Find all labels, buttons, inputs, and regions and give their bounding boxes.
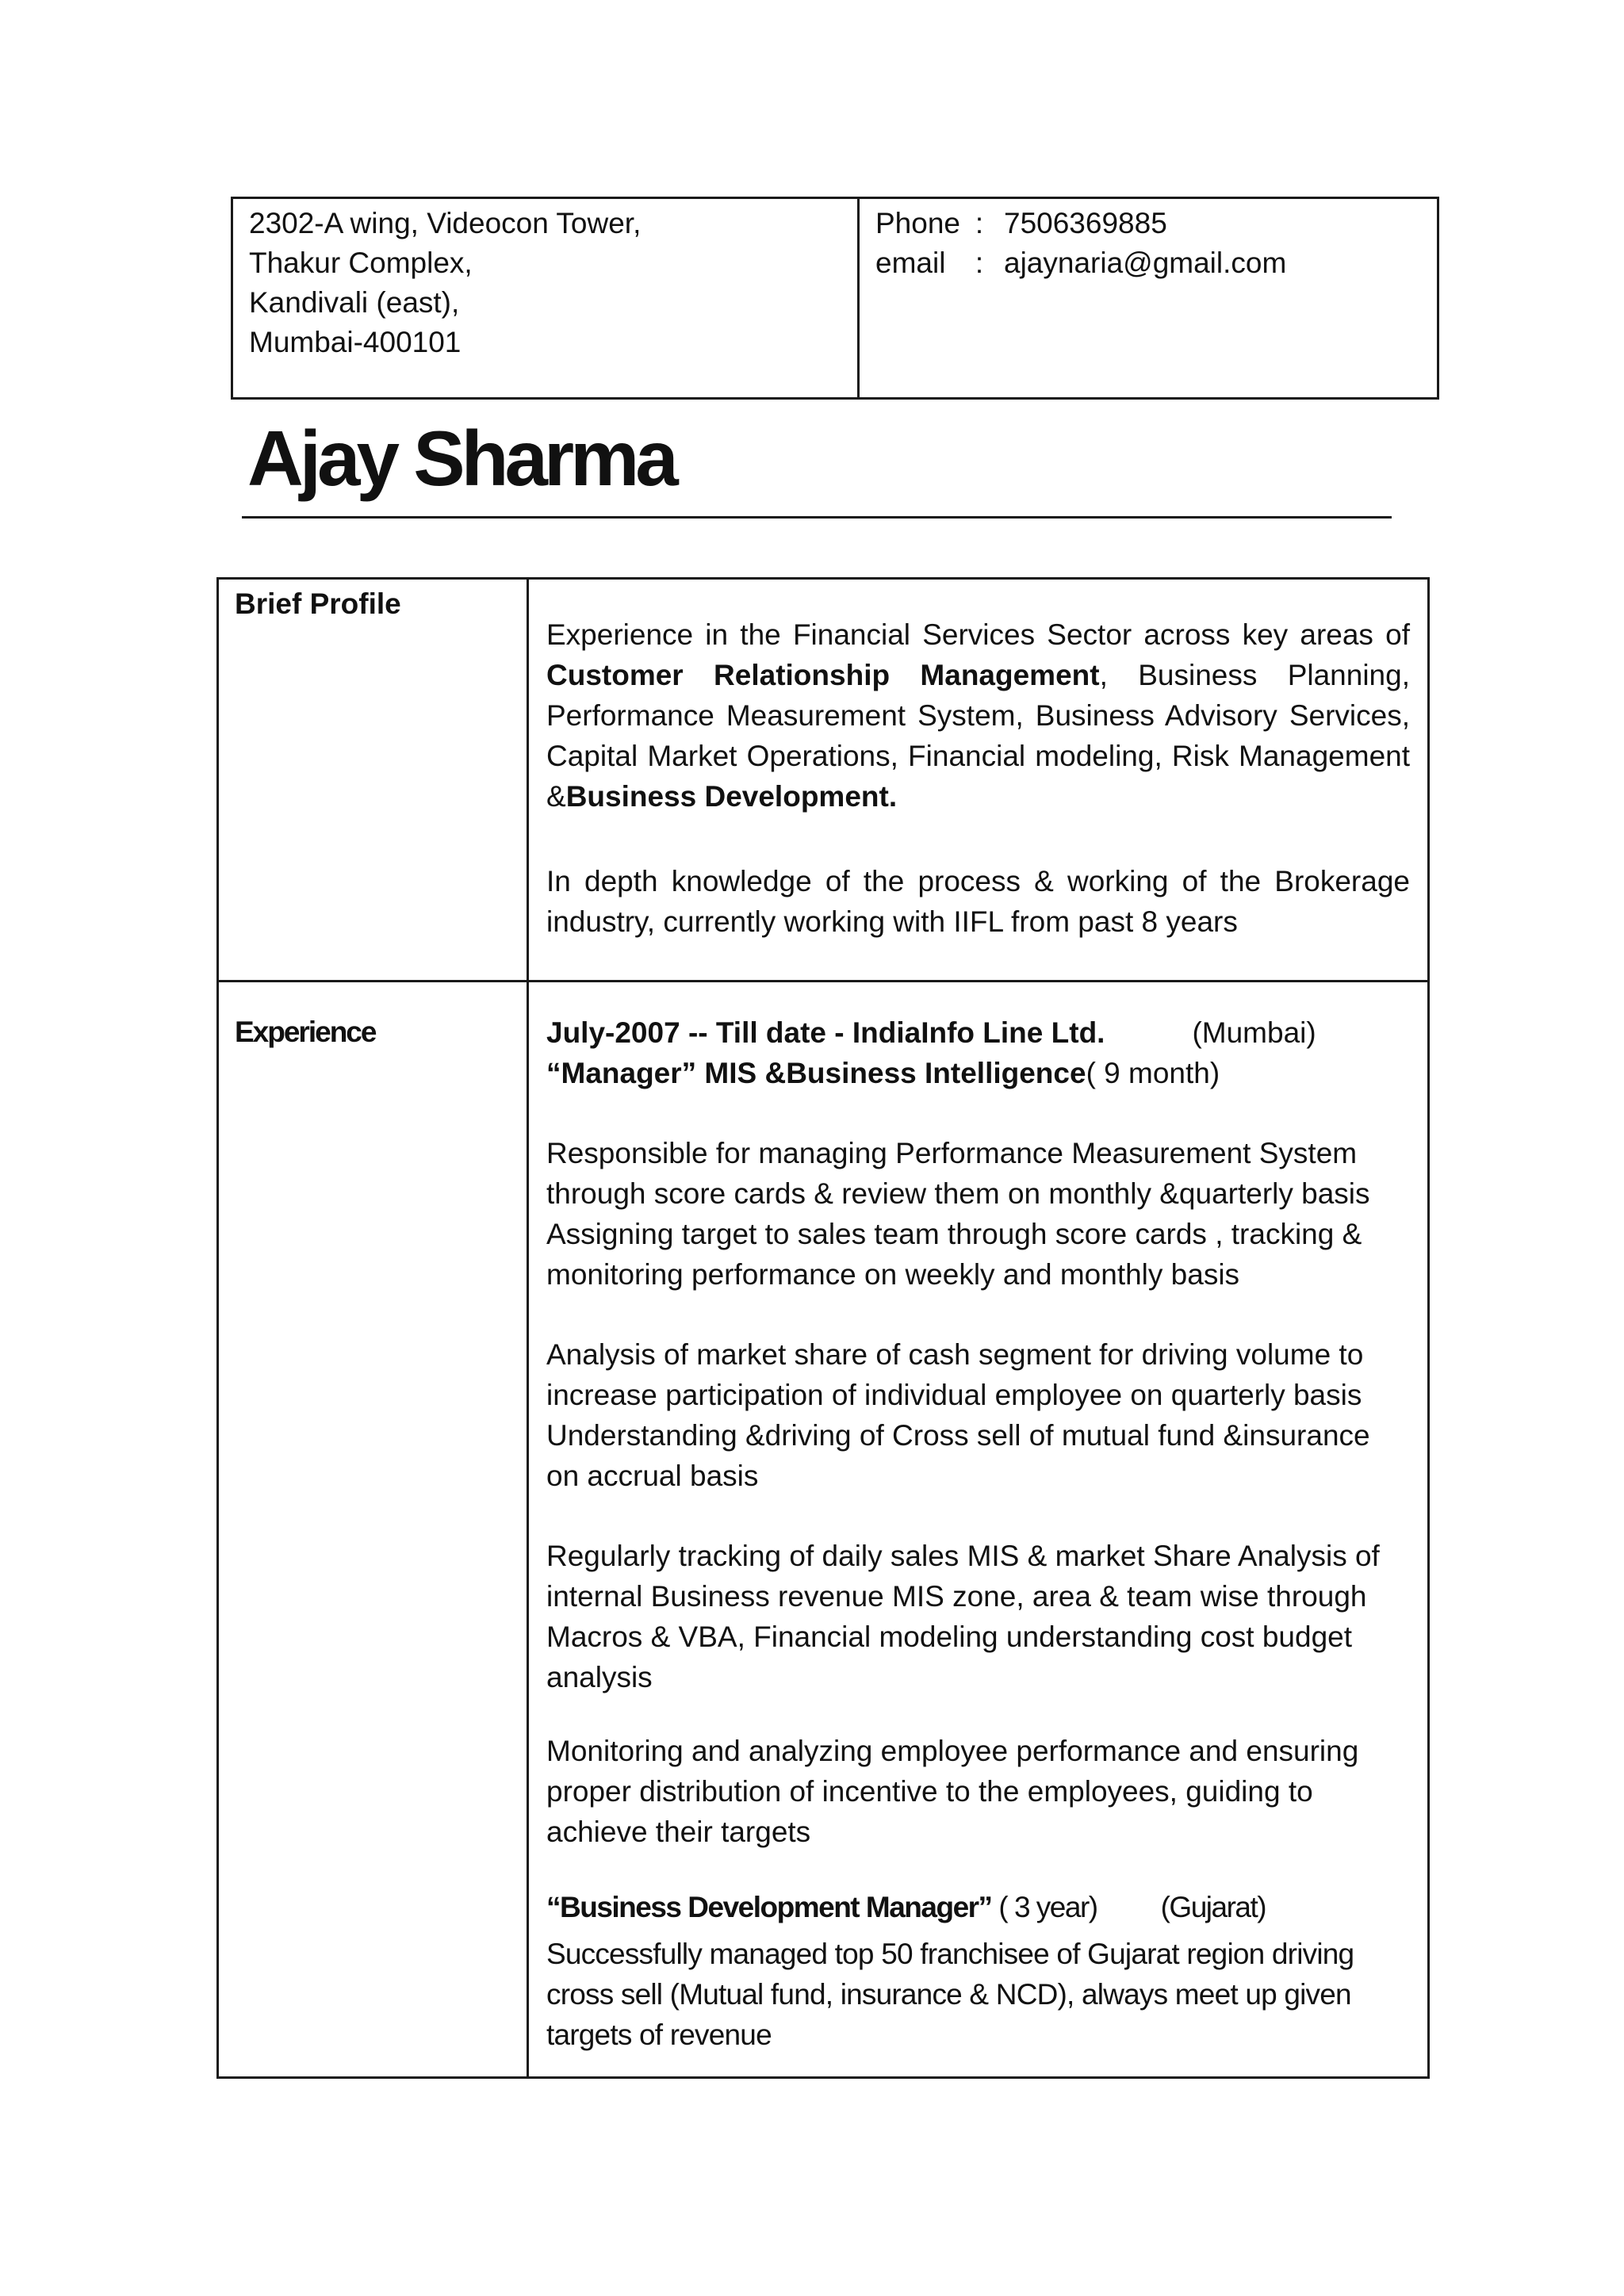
email-value: ajaynaria@gmail.com (1004, 247, 1287, 279)
address-line: Mumbai-400101 (249, 326, 462, 358)
bdm-heading-row (546, 1887, 1410, 1927)
bdm-duration: ( 3 year) (998, 1891, 1097, 1923)
profile-label: Brief Profile (219, 580, 529, 980)
profile-highlight: Business Development. (565, 780, 898, 813)
job-heading: July-2007 -- Till date - IndiaInfo Line Ltd. (546, 1016, 1105, 1049)
profile-summary (546, 614, 1410, 817)
address-line: 2302-A wing, Videocon Tower, (249, 207, 642, 239)
profile-content (529, 580, 1427, 980)
contact-box (231, 197, 1439, 400)
profile-text: , Business Planning, Performance Measurement System, Business Advisory Services, Capital Market Operations, Financial modeling, Risk Management & (546, 659, 1410, 813)
role-title: “Manager” MIS &Business Intelligence (546, 1057, 1086, 1089)
phone-value: 7506369885 (1004, 207, 1167, 239)
bdm-location: (Gujarat) (1160, 1891, 1266, 1923)
profile-row (219, 580, 1427, 982)
profile-highlight: Customer Relationship Management (546, 659, 1100, 691)
bdm-title: “Business Development Manager” (546, 1891, 992, 1923)
email-row (875, 243, 1437, 283)
experience-content (529, 982, 1427, 2076)
profile-knowledge: In depth knowledge of the process & working of the Brokerage industry, currently working with IIFL from past 8 years (546, 865, 1410, 938)
email-separator: : (975, 247, 984, 279)
experience-paragraph: Regularly tracking of daily sales MIS & market Share Analysis of internal Business revenue MIS zone, area & team wise through Macros & VBA, Financial modeling understanding cost budget analysis (546, 1540, 1380, 1693)
bdm-paragraph: Successfully managed top 50 franchisee of Gujarat region driving cross sell (Mutual fund, insurance & NCD), always meet up given targets of revenue (546, 1938, 1354, 2051)
resume-table (216, 577, 1430, 2079)
experience-label: Experience (219, 982, 529, 2076)
address-line: Kandivali (east), (249, 286, 460, 319)
job-location: (Mumbai) (1192, 1016, 1316, 1049)
experience-paragraph: Monitoring and analyzing employee performance and ensuring proper distribution of incentive to the employees, guiding to achieve their targets (546, 1735, 1359, 1848)
phone-separator: : (975, 207, 984, 239)
address-block (233, 199, 860, 397)
role-title-row (546, 1053, 1410, 1093)
profile-text: Experience in the Financial Services Sector across key areas of (546, 618, 1410, 651)
name-underline (242, 516, 1392, 519)
experience-paragraph: Responsible for managing Performance Measurement System through score cards & review them on monthly &quarterly basis Assigning target to sales team through score cards , tracking & monitoring performance on weekly and monthly basis (546, 1137, 1370, 1291)
phone-row (875, 204, 1437, 243)
phone-label: Phone (875, 207, 960, 239)
experience-paragraph: Analysis of market share of cash segment for driving volume to increase participation of individual employee on quarterly basis Understanding &driving of Cross sell of mutual fund &insurance on accrual basis (546, 1338, 1370, 1492)
address-line: Thakur Complex, (249, 247, 473, 279)
role-duration: ( 9 month) (1086, 1057, 1220, 1089)
experience-row (219, 982, 1427, 2076)
job-heading-row (546, 1012, 1410, 1053)
candidate-name: Ajay Sharma (247, 415, 675, 502)
contact-details (860, 199, 1437, 397)
email-label: email (875, 247, 946, 279)
